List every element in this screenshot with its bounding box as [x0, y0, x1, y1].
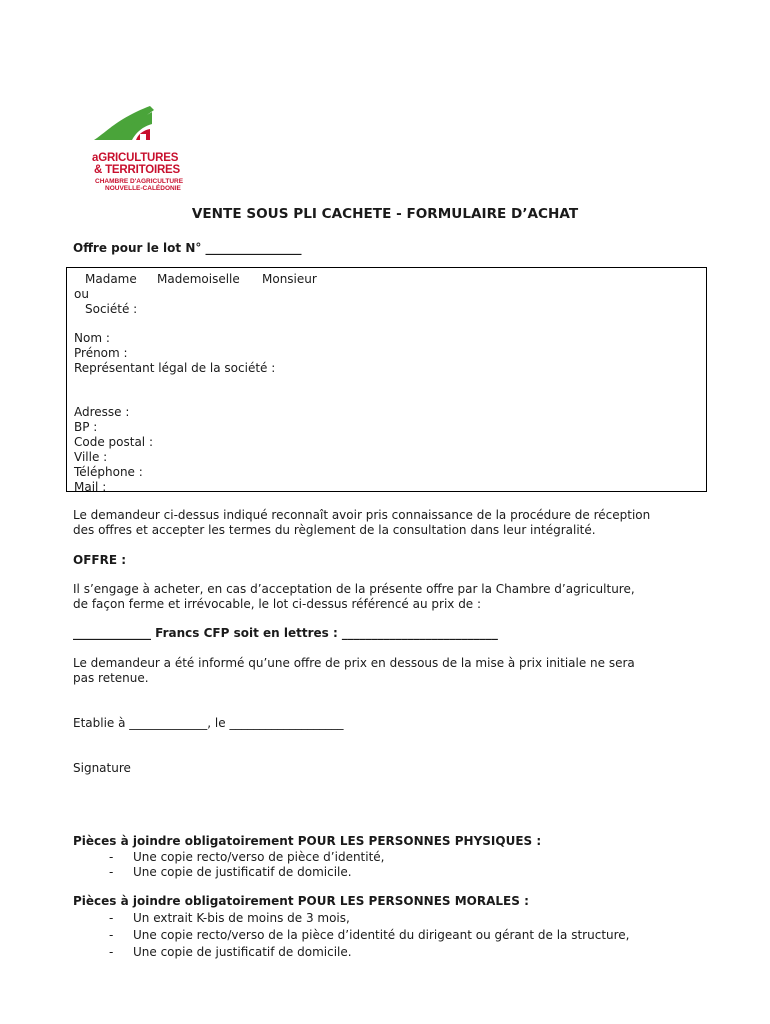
prenom-label: Prénom :	[74, 346, 128, 360]
logo-line-2: & TERRITOIRES	[94, 164, 181, 176]
list-item	[73, 865, 713, 880]
dash-bullet: -	[109, 928, 114, 942]
organization-logo	[92, 104, 202, 192]
societe-label: Société :	[85, 302, 138, 316]
ou-label: ou	[74, 287, 89, 301]
civility-monsieur: Monsieur	[262, 272, 317, 286]
bp-label: BP :	[74, 420, 98, 434]
civility-madame: Madame	[85, 272, 137, 286]
dash-bullet: -	[109, 945, 114, 959]
list-item	[73, 911, 713, 926]
list-item-text: Une copie recto/verso de la pièce d’identité du dirigeant ou gérant de la structure,	[133, 928, 630, 942]
pieces-morales-heading: Pièces à joindre obligatoirement POUR LES PERSONNES MORALES :	[73, 894, 529, 908]
representant-label: Représentant légal de la société :	[74, 361, 276, 375]
engagement-line-2: de façon ferme et irrévocable, le lot ci-dessus référencé au prix de :	[73, 597, 482, 611]
applicant-info-box	[66, 267, 707, 492]
acknowledgement-line-2: des offres et accepter les termes du règlement de la consultation dans leur intégralité.	[73, 523, 596, 537]
price-line: _____________ Francs CFP soit en lettres : __________________________	[73, 626, 498, 640]
mail-label: Mail :	[74, 480, 107, 494]
offre-heading: OFFRE :	[73, 553, 127, 567]
civility-mademoiselle: Mademoiselle	[157, 272, 240, 286]
adresse-label: Adresse :	[74, 405, 130, 419]
signature-label: Signature	[73, 761, 131, 775]
lot-number-line: Offre pour le lot N° ________________	[73, 241, 302, 255]
pieces-morales-list	[73, 911, 713, 960]
list-item	[73, 928, 713, 943]
logo-line-3: CHAMBRE D'AGRICULTURE	[95, 178, 184, 185]
dash-bullet: -	[109, 911, 114, 925]
document-title: VENTE SOUS PLI CACHETE - FORMULAIRE D’ACHAT	[191, 206, 579, 222]
nom-label: Nom :	[74, 331, 110, 345]
telephone-label: Téléphone :	[74, 465, 143, 479]
list-item-text: Une copie de justificatif de domicile.	[133, 945, 352, 959]
ville-label: Ville :	[74, 450, 108, 464]
dash-bullet: -	[109, 865, 114, 879]
list-item-text: Un extrait K-bis de moins de 3 mois,	[133, 911, 350, 925]
pieces-physiques-list	[73, 850, 713, 880]
list-item	[73, 945, 713, 960]
logo-emblem-icon	[92, 104, 162, 154]
informed-line-2: pas retenue.	[73, 671, 149, 685]
acknowledgement-line-1: Le demandeur ci-dessus indiqué reconnaît avoir pris connaissance de la procédure de réception	[73, 508, 651, 522]
logo-line-1: aGRICULTURES	[92, 152, 179, 164]
etablie-line: Etablie à _____________, le ___________________	[73, 716, 344, 730]
pieces-physiques-heading: Pièces à joindre obligatoirement POUR LES PERSONNES PHYSIQUES :	[73, 834, 542, 848]
list-item-text: Une copie de justificatif de domicile.	[133, 865, 352, 879]
engagement-line-1: Il s’engage à acheter, en cas d’acceptation de la présente offre par la Chambre d’agriculture,	[73, 582, 635, 596]
informed-line-1: Le demandeur a été informé qu’une offre de prix en dessous de la mise à prix initiale ne sera	[73, 656, 635, 670]
dash-bullet: -	[109, 850, 114, 864]
code-postal-label: Code postal :	[74, 435, 153, 449]
logo-line-4: NOUVELLE-CALÉDONIE	[105, 185, 181, 192]
list-item-text: Une copie recto/verso de pièce d’identité,	[133, 850, 385, 864]
list-item	[73, 850, 713, 865]
